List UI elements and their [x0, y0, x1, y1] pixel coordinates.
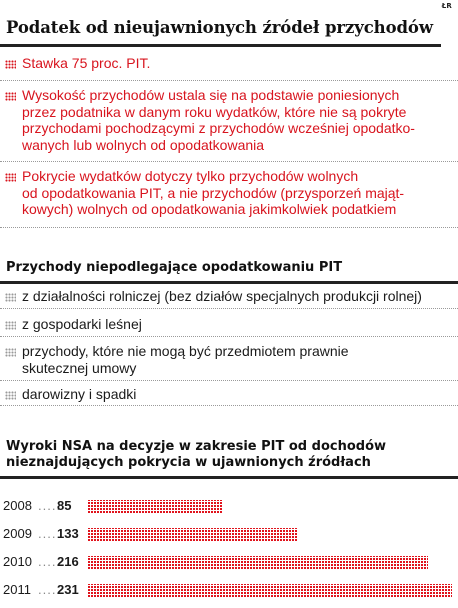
divider	[0, 80, 458, 81]
chart-title-line: Wyroki NSA na decyzje w zakresie PIT od dochodów	[6, 439, 387, 454]
divider	[0, 336, 458, 337]
bar-row	[0, 496, 458, 516]
page-title: Podatek od nieujawnionych źródeł przychodów	[6, 18, 433, 37]
grid-bullet-icon	[5, 92, 16, 101]
exempt-title: Przychody niepodlegające opodatkowaniu PIT	[6, 260, 343, 275]
exempt-title-rule	[0, 281, 458, 284]
rule-text: Stawka 75 proc. PIT.	[22, 55, 151, 71]
title-rule	[0, 44, 441, 47]
bar-row	[0, 524, 458, 544]
grid-bullet-icon	[5, 391, 16, 400]
leader-dots: .....	[38, 554, 62, 569]
year-label: 2011	[3, 582, 31, 597]
bar-row	[0, 552, 458, 572]
divider	[0, 405, 458, 406]
rule-text-line: przychodami pochodzącymi z przychodów wcześniej opodatko-	[22, 120, 415, 136]
bar-value-label: 231	[57, 582, 79, 597]
year-label: 2010	[3, 554, 32, 569]
leader-dots: .....	[38, 526, 62, 541]
rule-text-line: przez podatnika w danym roku wydatków, które nie są pokryte	[22, 103, 407, 120]
exempt-text-line: skutecznej umowy	[22, 359, 137, 376]
bar-value-label: 133	[57, 526, 79, 541]
exempt-text: z działalności rolniczej (bez działów specjalnych produkcji rolnej)	[22, 288, 422, 304]
rule-text-line: Pokrycie wydatków dotyczy tylko przychodów wolnych	[22, 168, 359, 184]
grid-bullet-icon	[5, 173, 16, 182]
bar	[88, 528, 298, 541]
bar-value-label: 85	[57, 498, 72, 513]
bar	[88, 556, 428, 569]
year-label: 2008	[3, 498, 32, 513]
rule-text-line: Wysokość przychodów ustala się na podstawie poniesionych	[22, 87, 400, 103]
grid-bullet-icon	[5, 293, 16, 302]
bar-row	[0, 580, 458, 600]
exempt-text-line: przychody, które nie mogą być przedmiotem prawnie	[22, 343, 349, 359]
grid-bullet-icon	[5, 321, 16, 330]
bar	[88, 500, 222, 513]
divider	[0, 308, 458, 309]
chart-title	[6, 439, 386, 471]
leader-dots: .....	[38, 582, 62, 597]
divider	[0, 227, 458, 228]
divider	[0, 161, 458, 162]
rule-text	[22, 87, 452, 153]
leader-dots: .....	[38, 498, 62, 513]
grid-bullet-icon	[5, 60, 16, 69]
rule-text-line: od opodatkowania PIT, a nie przychodów (przysporzeń mająt-	[22, 184, 405, 201]
divider	[0, 380, 458, 381]
exempt-text: z gospodarki leśnej	[22, 316, 142, 332]
exempt-text	[22, 343, 452, 376]
grid-bullet-icon	[5, 348, 16, 357]
rule-text-line: kowych) wolnych od opodatkowania jakimkolwiek podatkiem	[22, 201, 397, 217]
bar	[88, 584, 452, 597]
exempt-text: darowizny i spadki	[22, 386, 137, 402]
chart-title-line: nieznajdujących pokrycia w ujawnionych źródłach	[6, 455, 371, 470]
year-label: 2009	[3, 526, 32, 541]
chart-title-rule	[0, 476, 458, 479]
credit-initials: ŁR	[441, 2, 452, 10]
rule-text-line: wanych lub wolnych od opodatkowania	[22, 136, 265, 153]
bar-value-label: 216	[57, 554, 79, 569]
rule-text	[22, 168, 452, 218]
